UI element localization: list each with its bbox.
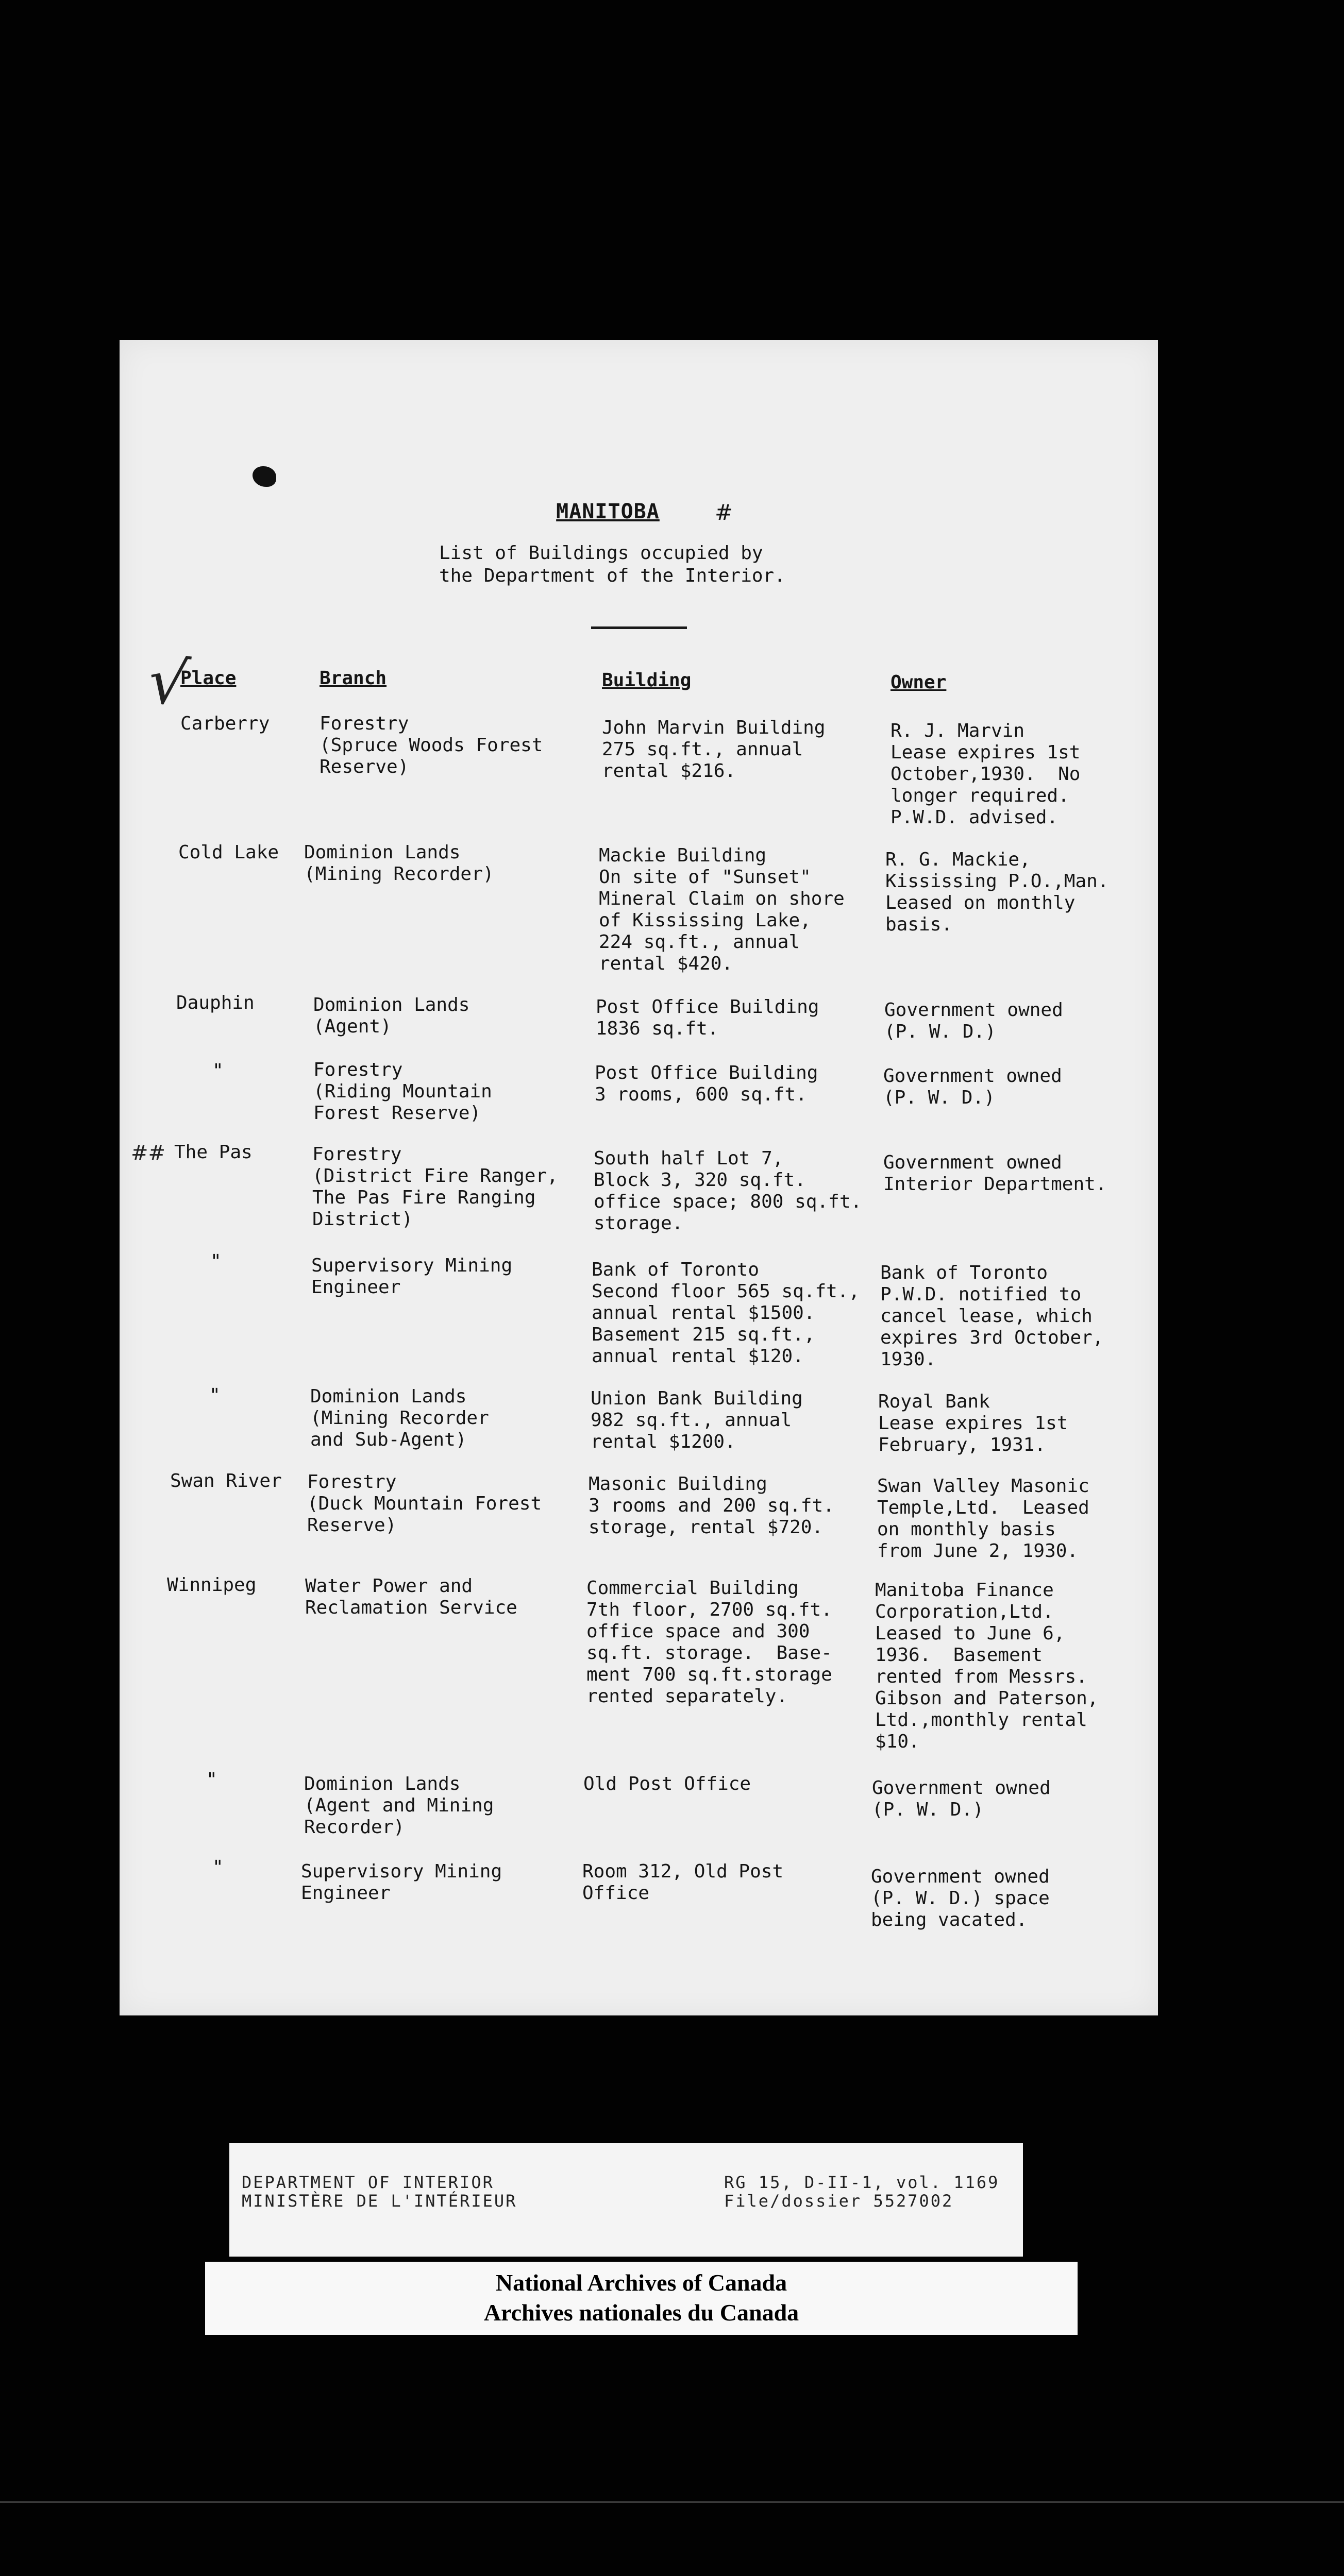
ink-smudge <box>253 466 276 487</box>
row-owner: Manitoba Finance Corporation,Ltd. Leased to June 6, 1936. Basement rented from Messrs. Gibson and Paterson, Ltd.,monthly rental $10. <box>875 1580 1099 1752</box>
row-place: The Pas <box>174 1142 253 1163</box>
subtitle-line-1: List of Buildings occupied by <box>439 543 763 564</box>
row-place-ditto: " <box>212 1060 224 1081</box>
row-building: Commercial Building 7th floor, 2700 sq.ft. office space and 300 sq.ft. storage. Base- ment 700 sq.ft.storage rented separately. <box>586 1578 832 1707</box>
row-branch: Dominion Lands (Agent) <box>313 994 470 1037</box>
label-record-group: RG 15, D-II-1, vol. 1169 <box>724 2173 1000 2192</box>
row-branch: Supervisory Mining Engineer <box>301 1861 502 1904</box>
row-branch: Forestry (Riding Mountain Forest Reserve) <box>313 1059 492 1124</box>
row-owner: R. G. Mackie, Kississing P.O.,Man. Leased on monthly basis. <box>885 849 1109 935</box>
row-branch: Water Power and Reclamation Service <box>305 1575 517 1618</box>
row-place: Swan River <box>170 1470 282 1492</box>
archives-credit-label <box>205 2262 1078 2335</box>
label-department-fr: MINISTÈRE DE L'INTÉRIEUR <box>242 2191 517 2211</box>
column-header-branch: Branch <box>320 668 387 689</box>
row-owner: Government owned (P. W. D.) <box>883 1065 1062 1108</box>
row-owner: Bank of Toronto P.W.D. notified to cancel lease, which expires 3rd October, 1930. <box>880 1262 1104 1370</box>
row-building: Post Office Building 1836 sq.ft. <box>596 996 819 1039</box>
document-subtitle <box>439 542 785 587</box>
reference-label <box>229 2143 1023 2257</box>
row-building: Post Office Building 3 rooms, 600 sq.ft. <box>595 1062 818 1105</box>
label-department-en: DEPARTMENT OF INTERIOR <box>242 2173 494 2192</box>
row-place: Dauphin <box>176 992 255 1013</box>
document-page <box>120 340 1158 2015</box>
row-branch: Forestry (Duck Mountain Forest Reserve) <box>307 1471 542 1536</box>
row-branch: Forestry (Spruce Woods Forest Reserve) <box>320 713 543 777</box>
row-branch: Forestry (District Fire Ranger, The Pas Fire Ranging District) <box>312 1144 558 1230</box>
title-rule <box>591 626 687 629</box>
row-building: Masonic Building 3 rooms and 200 sq.ft. storage, rental $720. <box>589 1473 834 1538</box>
row-building: Bank of Toronto Second floor 565 sq.ft., annual rental $1500. Basement 215 sq.ft., annual rental $120. <box>592 1259 860 1367</box>
row-owner: Government owned (P. W. D.) <box>872 1777 1051 1820</box>
label-file-number: File/dossier 5527002 <box>724 2191 954 2211</box>
row-owner: Royal Bank Lease expires 1st February, 1931. <box>878 1391 1068 1455</box>
column-header-building: Building <box>602 670 692 691</box>
row-place: Carberry <box>180 713 270 734</box>
row-owner: Government owned (P. W. D.) space being vacated. <box>871 1866 1050 1930</box>
scan-edge-line <box>0 2501 1344 2503</box>
row-branch: Supervisory Mining Engineer <box>311 1255 513 1298</box>
archives-name-fr: Archives nationales du Canada <box>483 2299 799 2326</box>
row-building: South half Lot 7, Block 3, 320 sq.ft. office space; 800 sq.ft. storage. <box>594 1148 862 1234</box>
row-owner: Swan Valley Masonic Temple,Ltd. Leased on monthly basis from June 2, 1930. <box>877 1476 1089 1562</box>
row-branch: Dominion Lands (Agent and Mining Recorder) <box>304 1773 494 1838</box>
row-building: Old Post Office <box>583 1773 751 1794</box>
row-place: Winnipeg <box>167 1574 257 1596</box>
row-place-ditto: " <box>209 1385 221 1406</box>
column-header-owner: Owner <box>891 672 947 693</box>
handwritten-hash-mark: # <box>715 500 733 525</box>
row-branch: Dominion Lands (Mining Recorder and Sub-Agent) <box>310 1386 489 1450</box>
row-building: Mackie Building On site of "Sunset" Mineral Claim on shore of Kississing Lake, 224 sq.ft., annual rental $420. <box>599 845 845 974</box>
row-owner: R. J. Marvin Lease expires 1st October,1930. No longer required. P.W.D. advised. <box>891 720 1081 828</box>
row-branch: Dominion Lands (Mining Recorder) <box>304 842 494 885</box>
row-building: Union Bank Building 982 sq.ft., annual rental $1200. <box>591 1388 803 1452</box>
row-owner: Government owned Interior Department. <box>883 1152 1107 1195</box>
column-header-place: Place <box>180 668 237 689</box>
row-place-ditto: " <box>210 1251 222 1272</box>
row-building: Room 312, Old Post Office <box>582 1861 784 1904</box>
handwritten-double-hash-mark: ## <box>131 1141 166 1165</box>
subtitle-line-2: the Department of the Interior. <box>439 565 785 586</box>
document-title: MANITOBA <box>556 500 660 523</box>
row-place-ditto: " <box>212 1857 224 1878</box>
archives-name-en: National Archives of Canada <box>495 2269 787 2296</box>
row-owner: Government owned (P. W. D.) <box>884 999 1063 1042</box>
row-place: Cold Lake <box>178 842 279 863</box>
handwritten-check-mark: √ <box>143 645 193 721</box>
title-block <box>120 500 1158 523</box>
row-building: John Marvin Building 275 sq.ft., annual rental $216. <box>602 717 826 782</box>
row-place-ditto: " <box>206 1769 217 1790</box>
